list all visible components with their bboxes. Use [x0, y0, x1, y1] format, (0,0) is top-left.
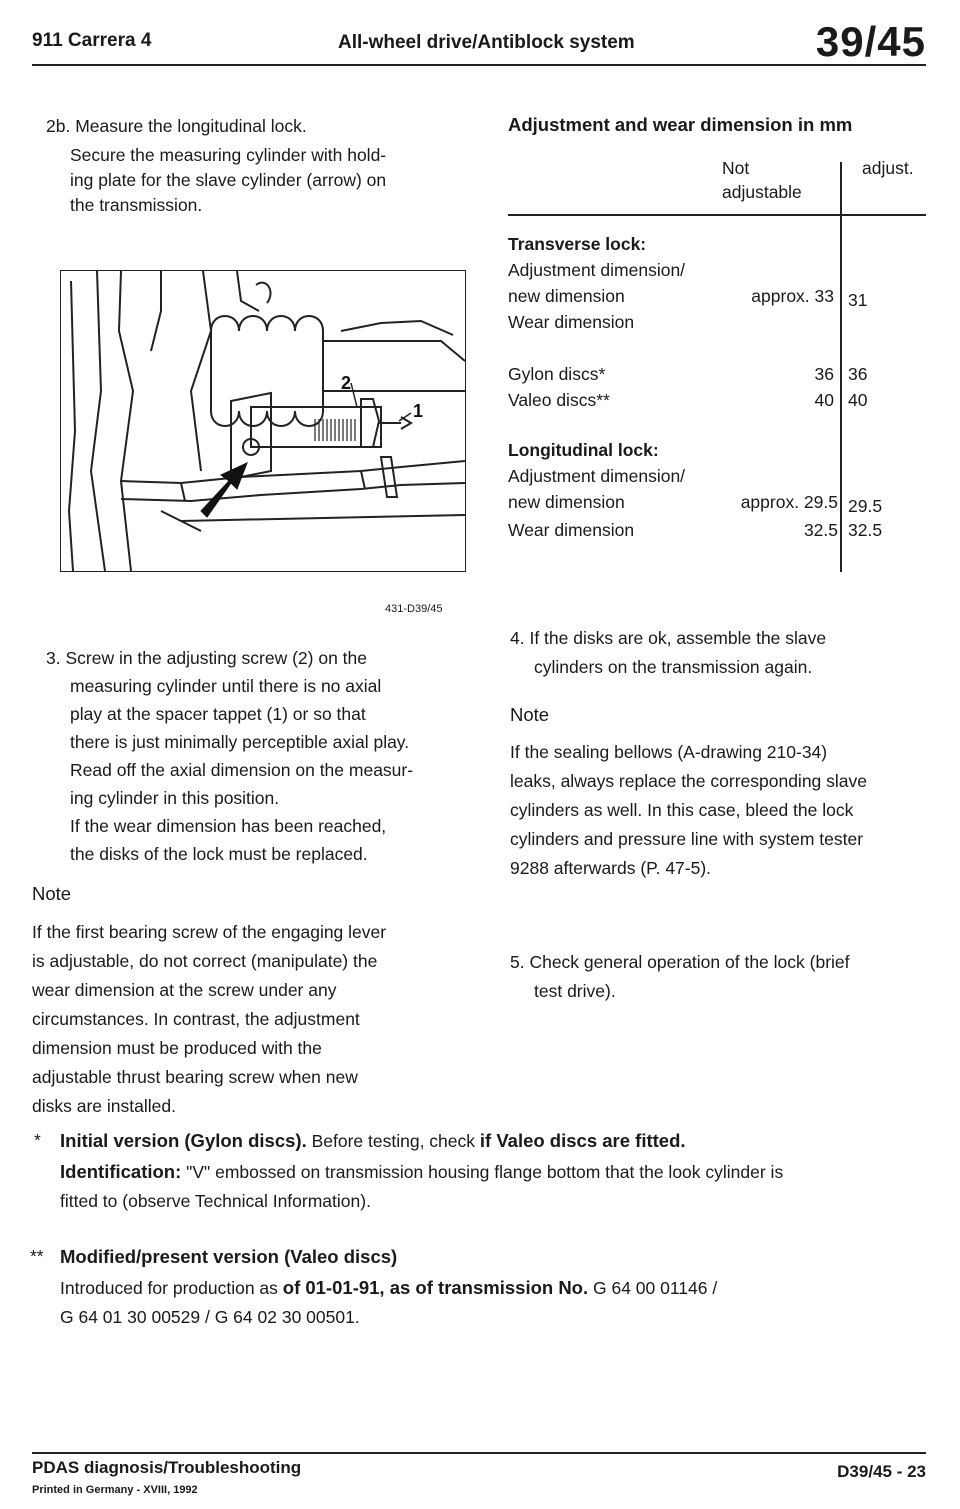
left-note-heading: Note	[32, 883, 72, 904]
transverse-adj-label: Adjustment dimension/	[508, 260, 686, 280]
footnote-1-line-1	[34, 1128, 920, 1154]
valeo-adjustable: 40	[848, 390, 868, 410]
footnote-1-text: Before testing, check	[306, 1131, 480, 1151]
footnote-2-intro: Introduced for production as	[60, 1278, 283, 1298]
step-4	[510, 626, 930, 680]
left-note-line: dimension must be produced with the	[32, 1038, 322, 1058]
footnote-1-identification: Identification:	[60, 1161, 182, 1182]
right-note-heading: Note	[510, 704, 550, 725]
gylon-not-adjustable: 36	[814, 364, 834, 384]
footnote-1-line-3: fitted to (observe Technical Information).	[60, 1191, 371, 1211]
col-not-adjustable-line1: Not	[722, 158, 750, 178]
footnote-2-line-3: G 64 01 30 00529 / G 64 02 30 00501.	[60, 1307, 360, 1327]
table-title: Adjustment and wear dimension in mm	[508, 114, 853, 135]
footer-rule	[32, 1452, 926, 1454]
left-note	[32, 920, 472, 1119]
step-5-line: test drive).	[534, 981, 616, 1001]
gylon-adjustable: 36	[848, 364, 868, 384]
step-2b-line: the transmission.	[70, 195, 203, 215]
left-note-line: wear dimension at the screw under any	[32, 980, 337, 1000]
footnote-2-marker: **	[30, 1246, 44, 1266]
footnote-2-date: of 01-01-91, as of transmission No.	[282, 1277, 589, 1298]
step-2b-line: ing plate for the slave cylinder (arrow) on	[70, 170, 387, 190]
step-5	[510, 950, 930, 1004]
header-page-number: 39/45	[815, 18, 926, 65]
right-note-line: 9288 afterwards (P. 47-5).	[510, 858, 712, 878]
table-header-rule	[508, 214, 926, 216]
step-3-line: play at the spacer tappet (1) or so that	[70, 704, 366, 724]
arrow-icon	[201, 463, 247, 517]
figure-label-2: 2	[341, 373, 352, 393]
left-note-line: adjustable thrust bearing screw when new	[32, 1067, 358, 1087]
transverse-heading: Transverse lock:	[508, 234, 647, 254]
longitudinal-heading: Longitudinal lock:	[508, 440, 659, 460]
step-3-line: Read off the axial dimension on the measur-	[70, 760, 414, 780]
step-2b-line: 2b. Measure the longitudinal lock.	[46, 116, 307, 136]
measuring-cylinder-figure	[60, 270, 466, 572]
valeo-label: Valeo discs**	[508, 390, 610, 410]
longitudinal-new-label: new dimension	[508, 492, 625, 512]
footnote-1	[34, 1128, 920, 1214]
col-adjust-head: adjust.	[862, 158, 914, 178]
header-model: 911 Carrera 4	[32, 30, 152, 51]
transmission-diagram	[61, 271, 465, 571]
step-3-line: there is just minimally perceptible axial play.	[70, 732, 410, 752]
footnote-2-line-1	[30, 1244, 920, 1270]
right-note	[510, 740, 930, 881]
header-section-title: All-wheel drive/Antiblock system	[338, 32, 635, 53]
step-4-line: cylinders on the transmission again.	[534, 657, 813, 677]
right-note-line: If the sealing bellows (A-drawing 210-34)	[510, 742, 828, 762]
transverse-new-label: new dimension	[508, 286, 625, 306]
footnote-1-emphasis: if Valeo discs are fitted.	[479, 1130, 686, 1151]
step-3-line: 3. Screw in the adjusting screw (2) on the	[46, 648, 367, 668]
footer-page-ref: D39/45 - 23	[837, 1462, 926, 1481]
footnote-1-title: Initial version (Gylon discs).	[60, 1130, 307, 1151]
transverse-adj-not-adjustable: approx. 33	[751, 286, 834, 306]
step-3	[46, 646, 476, 867]
footnote-1-marker: *	[34, 1130, 41, 1150]
longitudinal-adj-adjustable: 29.5	[848, 496, 883, 516]
transverse-adj-adjustable: 31	[848, 290, 868, 310]
footer-title: PDAS diagnosis/Troubleshooting	[32, 1458, 302, 1477]
figure-label-1: 1	[413, 401, 424, 421]
table-column-rule	[840, 162, 842, 572]
figure-caption: 431-D39/45	[385, 603, 443, 615]
footnote-1-line-2	[60, 1159, 920, 1185]
right-note-line: cylinders as well. In this case, bleed the lock	[510, 800, 854, 820]
dimension-table	[508, 112, 926, 572]
transverse-wear-label: Wear dimension	[508, 312, 635, 332]
footer-printed: Printed in Germany - XVIII, 1992	[32, 1484, 198, 1496]
col-not-adjustable-line2: adjustable	[722, 182, 802, 202]
left-note-line: disks are installed.	[32, 1096, 176, 1116]
step-3-line: the disks of the lock must be replaced.	[70, 844, 368, 864]
longitudinal-adj-label: Adjustment dimension/	[508, 466, 686, 486]
longitudinal-wear-not-adjustable: 32.5	[803, 520, 838, 540]
right-note-line: cylinders and pressure line with system tester	[510, 829, 864, 849]
right-note-line: leaks, always replace the corresponding slave	[510, 771, 867, 791]
footnote-2-transmission-no: G 64 00 01146 /	[588, 1278, 718, 1298]
valeo-not-adjustable: 40	[814, 390, 834, 410]
left-note-line: If the first bearing screw of the engaging lever	[32, 922, 387, 942]
step-2b-line: Secure the measuring cylinder with hold-	[70, 145, 387, 165]
longitudinal-wear-adjustable: 32.5	[848, 520, 883, 540]
footnote-2	[30, 1244, 920, 1330]
footnote-2-line-2	[60, 1275, 920, 1301]
left-note-line: is adjustable, do not correct (manipulate) the	[32, 951, 378, 971]
step-3-line: ing cylinder in this position.	[70, 788, 280, 808]
step-3-line: If the wear dimension has been reached,	[70, 816, 387, 836]
footnote-1-identification-text: "V" embossed on transmission housing flange bottom that the look cylinder is	[181, 1162, 784, 1182]
gylon-label: Gylon discs*	[508, 364, 606, 384]
header-rule	[32, 64, 926, 66]
step-5-line: 5. Check general operation of the lock (brief	[510, 952, 850, 972]
step-4-line: 4. If the disks are ok, assemble the slave	[510, 628, 827, 648]
step-3-line: measuring cylinder until there is no axial	[70, 676, 382, 696]
longitudinal-adj-not-adjustable: approx. 29.5	[740, 492, 838, 512]
left-note-line: circumstances. In contrast, the adjustment	[32, 1009, 360, 1029]
step-2b	[46, 114, 466, 218]
footnote-2-title: Modified/present version (Valeo discs)	[60, 1246, 398, 1267]
longitudinal-wear-label: Wear dimension	[508, 520, 635, 540]
